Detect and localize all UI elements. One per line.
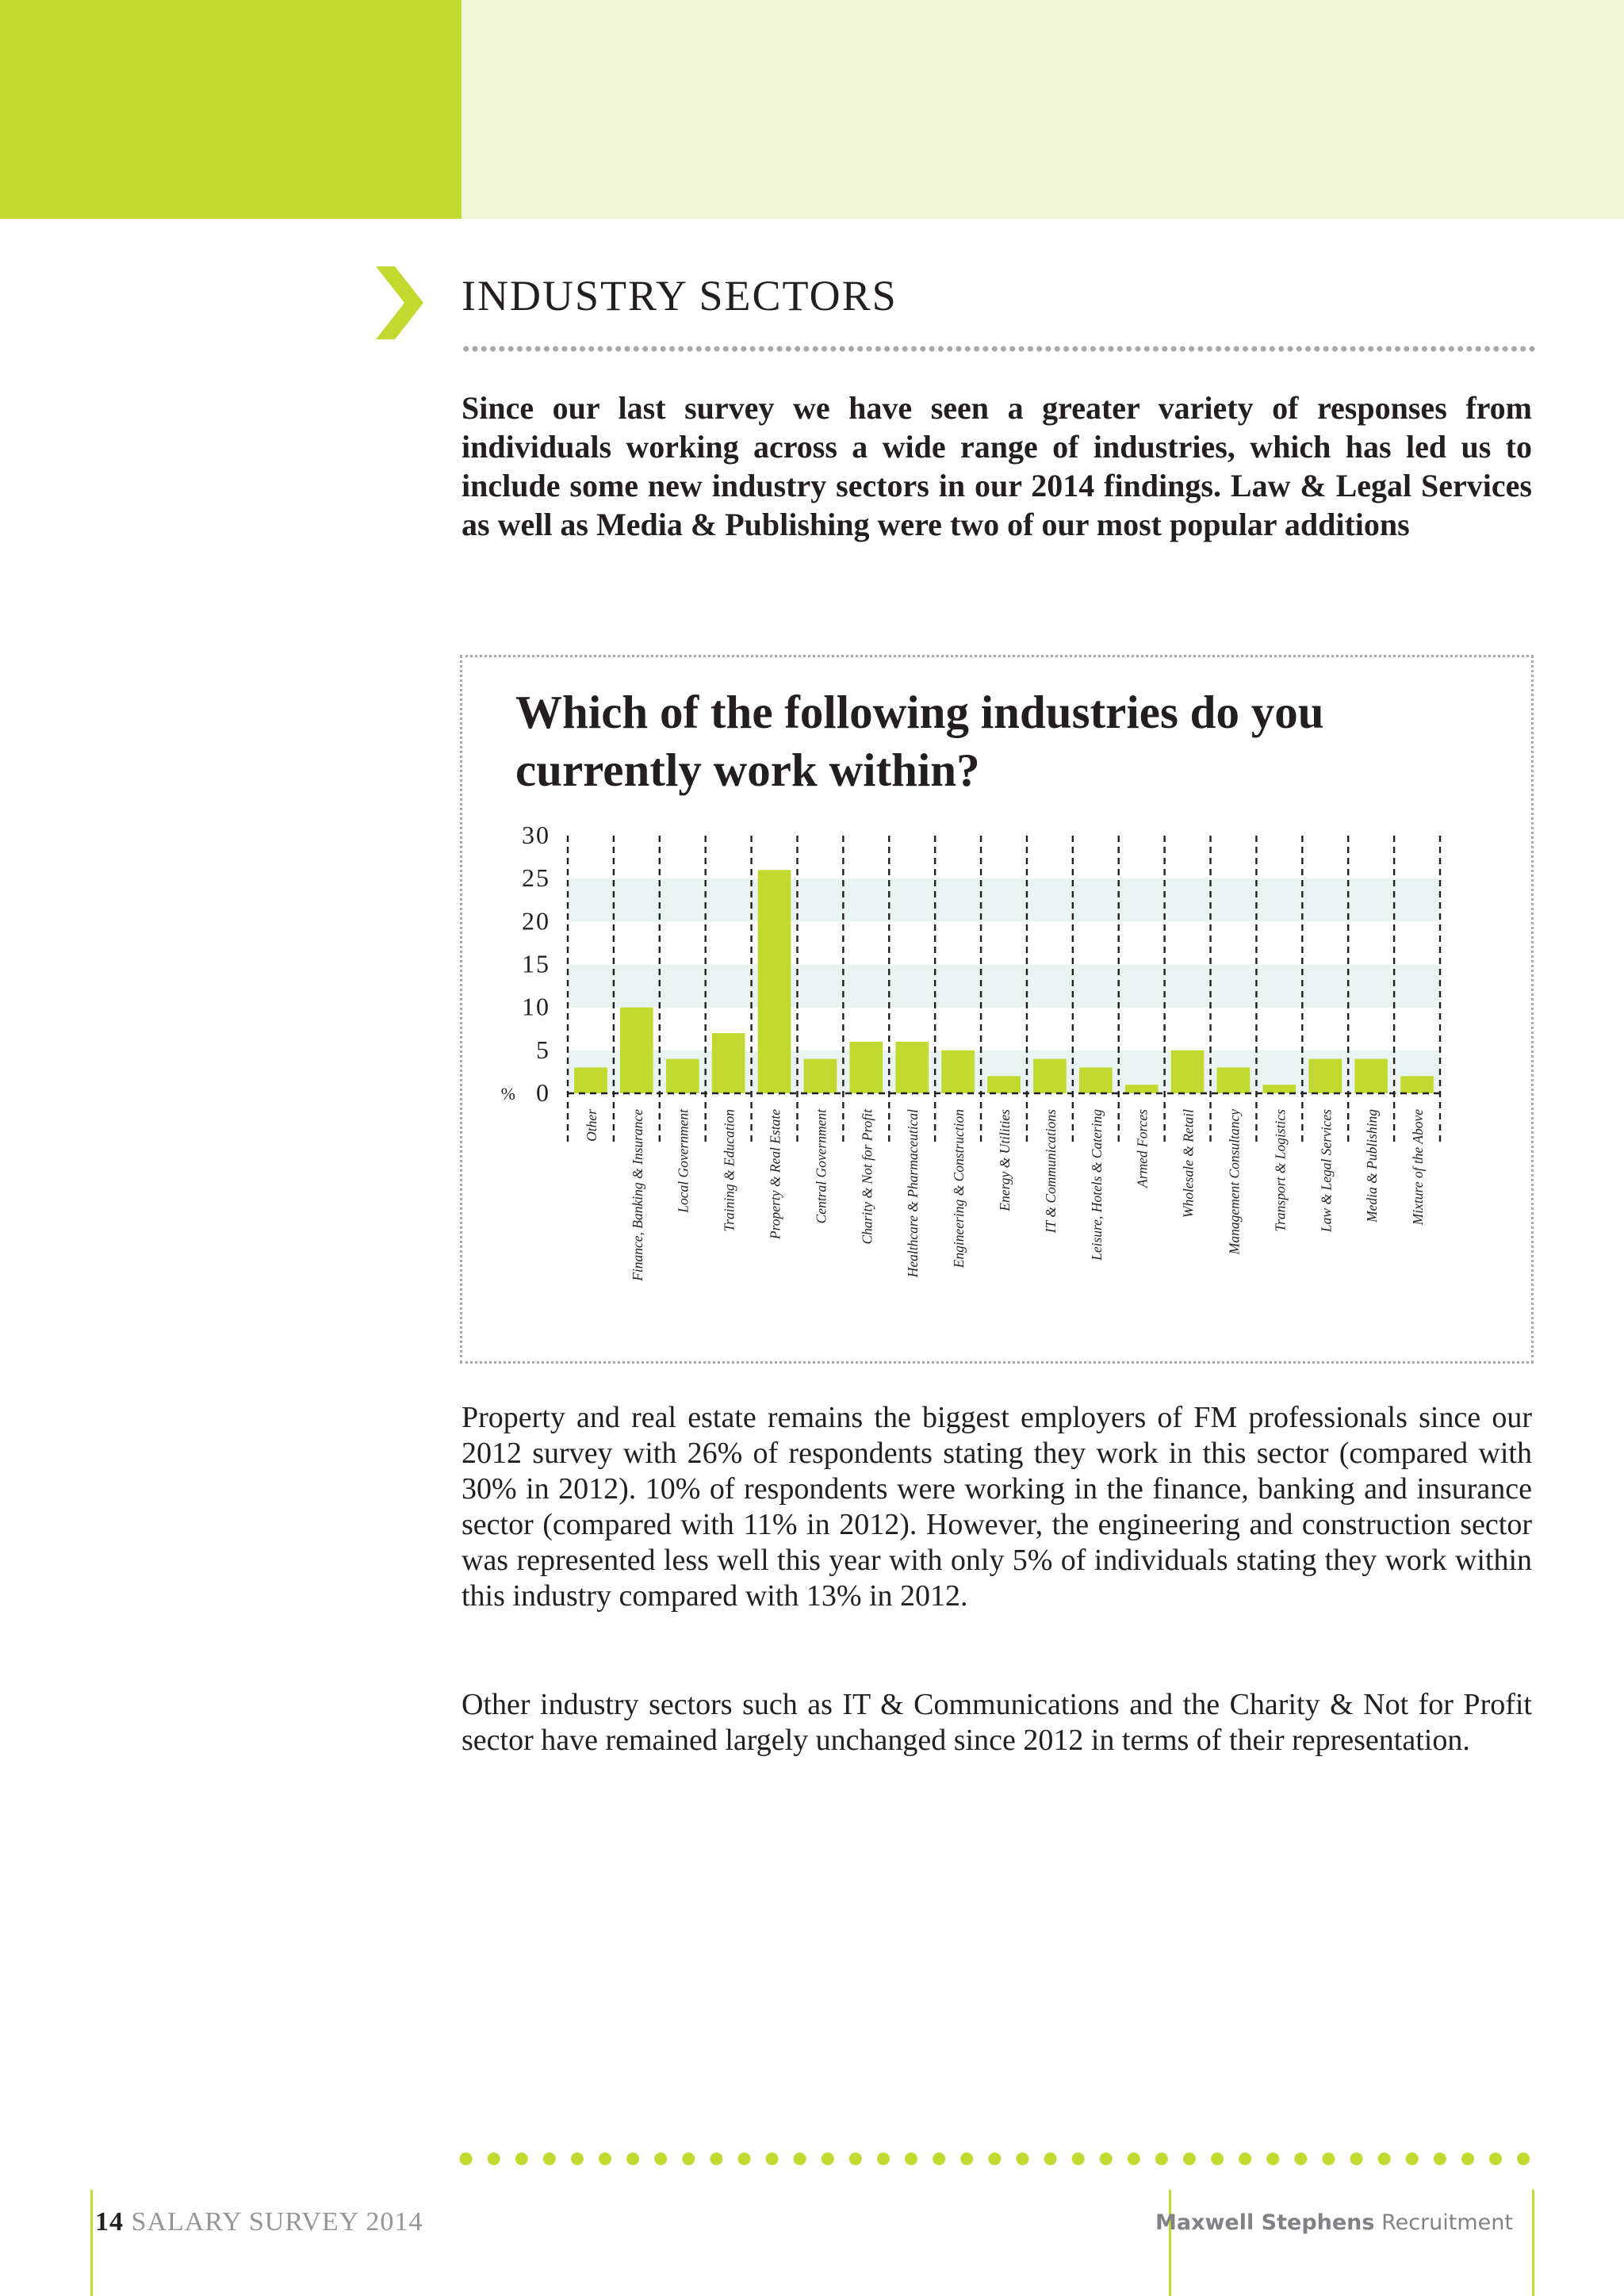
- x-category-label: Media & Publishing: [1364, 1109, 1381, 1223]
- bar: [574, 1068, 607, 1094]
- x-category-label: Wholesale & Retail: [1180, 1109, 1197, 1219]
- bar: [1125, 1085, 1159, 1093]
- body-paragraph-1: Property and real estate remains the biggest employers of FM professionals since our 2012 survey with 26% of respondents stating they work in this sector (compared with 30% in 2012). 10% of respondents were working in the finance, banking and insurance sector (compared with 11% in 2012). However, the engineering and construction sector was represented less well this year with only 5% of individuals stating they work within this industry compared with 13% in 2012.: [462, 1401, 1532, 1613]
- x-category-label: Healthcare & Pharmaceutical: [905, 1109, 921, 1278]
- bar: [804, 1059, 837, 1093]
- page-number: 14: [95, 2207, 124, 2237]
- bar: [1079, 1068, 1113, 1094]
- grid-band: [568, 878, 1440, 921]
- intro-paragraph: Since our last survey we have seen a greater variety of responses from individuals working across a wide range of industries, which has led us to include some new industry sectors in our 2014 findings. Law & Legal Services as well as Media & Publishing were two of our most popular additions: [462, 390, 1532, 542]
- x-category-label: Management Consultancy: [1226, 1109, 1243, 1255]
- x-category-label: Training & Education: [721, 1109, 737, 1232]
- bar: [666, 1059, 699, 1093]
- bar: [849, 1042, 883, 1093]
- footer-brand: [1155, 2210, 1513, 2235]
- x-category-label: Law & Legal Services: [1318, 1109, 1335, 1233]
- bar: [1400, 1076, 1434, 1093]
- publication-name: SALARY SURVEY 2014: [131, 2207, 423, 2237]
- y-tick-label: 10: [522, 992, 550, 1021]
- bar: [941, 1050, 975, 1093]
- bar: [758, 870, 791, 1093]
- footer-rule-right-a: [1169, 2190, 1171, 2296]
- bar: [1033, 1059, 1067, 1093]
- bar: [1171, 1050, 1205, 1093]
- header-band-accent: [0, 0, 462, 219]
- x-category-label: Engineering & Construction: [951, 1109, 967, 1269]
- bar: [1308, 1059, 1342, 1093]
- x-category-label: Local Government: [675, 1109, 691, 1213]
- footer-rule-right-b: [1532, 2190, 1534, 2296]
- footer-dotted-divider: [452, 2152, 1540, 2166]
- chart-title: Which of the following industries do you currently work within?: [515, 686, 1324, 796]
- footer-page-info: [95, 2207, 423, 2237]
- x-category-label: Property & Real Estate: [767, 1109, 783, 1240]
- chevron-right-icon: [376, 266, 423, 339]
- x-category-label: Finance, Banking & Insurance: [629, 1109, 645, 1281]
- y-tick-label: 5: [536, 1035, 550, 1064]
- brand-name: Maxwell Stephens: [1155, 2210, 1375, 2235]
- bar: [1354, 1059, 1388, 1093]
- x-category-label: Energy & Utilities: [997, 1109, 1013, 1211]
- header-band-light: [462, 0, 1624, 219]
- dotted-divider: [462, 346, 1537, 352]
- x-category-label: Armed Forces: [1134, 1109, 1151, 1188]
- footer-rule-left: [90, 2190, 93, 2296]
- bar: [1263, 1085, 1297, 1093]
- y-axis-unit-label: %: [500, 1084, 515, 1104]
- y-tick-label: 20: [522, 906, 550, 936]
- x-category-label: Mixture of the Above: [1410, 1109, 1427, 1226]
- bar: [620, 1008, 653, 1093]
- body-paragraph-2: Other industry sectors such as IT & Communications and the Charity & Not for Profit sector have remained largely unchanged since 2012 in terms of their representation.: [462, 1688, 1532, 1757]
- x-category-label: Other: [583, 1109, 599, 1142]
- bar: [1217, 1068, 1251, 1094]
- bar: [895, 1042, 929, 1093]
- y-tick-label: 15: [522, 949, 550, 978]
- bar: [987, 1076, 1021, 1093]
- grid-band: [568, 965, 1440, 1008]
- y-tick-label: 0: [536, 1078, 550, 1107]
- x-category-label: Charity & Not for Profit: [859, 1109, 875, 1245]
- bar: [712, 1033, 745, 1093]
- y-tick-label: 30: [522, 821, 550, 849]
- x-category-label: Leisure, Hotels & Catering: [1088, 1109, 1105, 1261]
- x-category-label: Central Government: [813, 1109, 829, 1224]
- section-heading: INDUSTRY SECTORS: [462, 272, 898, 320]
- x-category-label: Transport & Logistics: [1272, 1109, 1289, 1232]
- y-tick-label: 25: [522, 863, 550, 893]
- bar-chart: [460, 817, 1534, 1332]
- brand-suffix: Recruitment: [1381, 2210, 1513, 2235]
- x-category-label: IT & Communications: [1042, 1109, 1059, 1234]
